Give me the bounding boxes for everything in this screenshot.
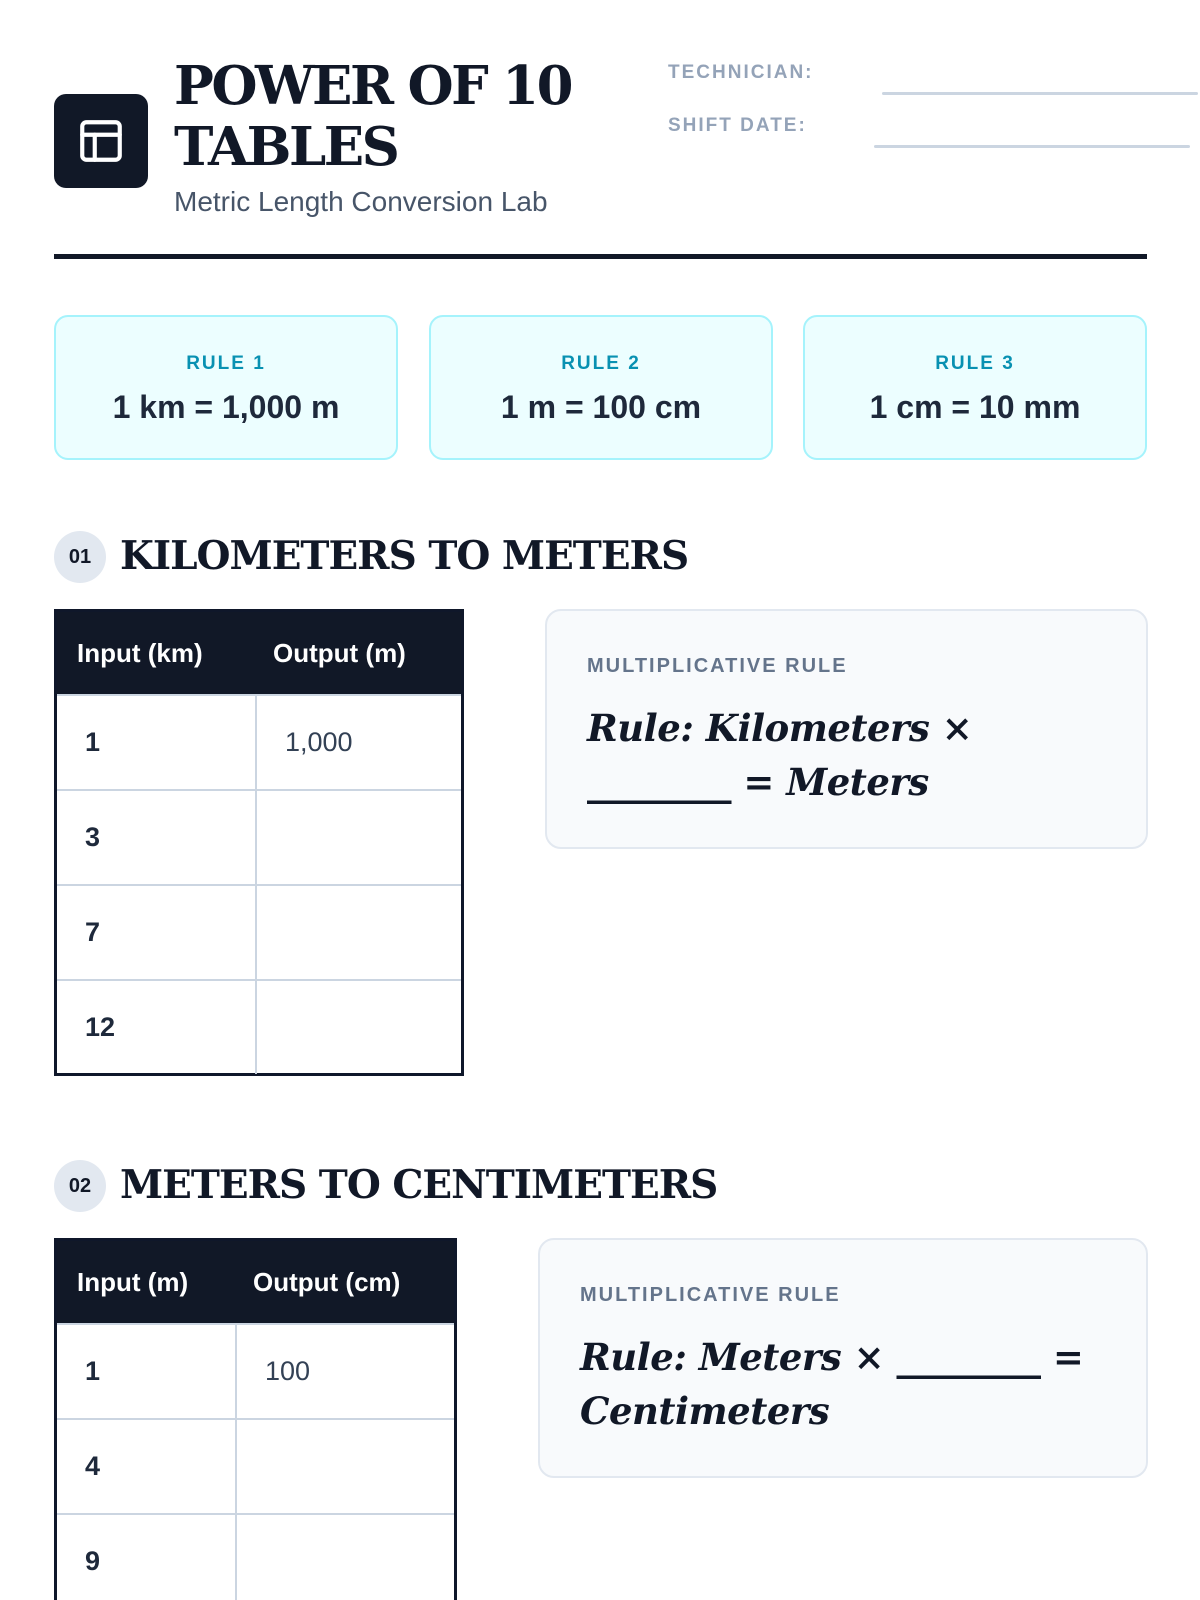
input-cell: 12	[85, 1012, 116, 1042]
conversion-table-m-to-cm	[54, 1238, 457, 1600]
input-column-header: Input (m)	[77, 1267, 189, 1297]
rule-card-3	[803, 315, 1147, 460]
rule-label: RULE 3	[935, 353, 1015, 374]
rule-value: 1 km = 1,000 m	[112, 389, 340, 425]
output-cell[interactable]	[235, 1515, 454, 1600]
multiplicative-rule-box-km-to-m	[545, 609, 1148, 849]
worksheet-header	[54, 40, 1147, 260]
input-cell: 4	[85, 1451, 101, 1481]
output-cell[interactable]	[255, 791, 461, 884]
table-row	[57, 979, 461, 1074]
input-cell: 7	[85, 917, 101, 947]
page-subtitle: Metric Length Conversion Lab	[174, 186, 548, 217]
table-row	[57, 694, 461, 789]
output-column-header: Output (cm)	[253, 1267, 401, 1297]
table-row	[57, 884, 461, 979]
table-header	[57, 1241, 454, 1323]
multiplicative-rule-box-m-to-cm	[538, 1238, 1148, 1478]
rule-label: RULE 1	[186, 353, 266, 374]
input-cell: 3	[85, 822, 101, 852]
rule-card-1	[54, 315, 398, 460]
rule-value: 1 cm = 10 mm	[869, 389, 1081, 425]
section-title: KILOMETERS TO METERS	[120, 533, 689, 579]
table-header	[57, 612, 461, 694]
input-cell: 9	[85, 1546, 101, 1576]
table-row	[57, 1418, 454, 1513]
logo	[54, 94, 148, 188]
input-cell: 1	[85, 1356, 101, 1386]
output-cell[interactable]	[255, 886, 461, 979]
section-number: 02	[54, 1160, 106, 1212]
technician-label: TECHNICIAN:	[668, 62, 814, 83]
output-cell[interactable]: 1,000	[255, 696, 461, 789]
section-title: METERS TO CENTIMETERS	[120, 1162, 718, 1208]
multiplicative-rule-text[interactable]: Rule: Meters × ________ = Centimeters	[580, 1335, 1084, 1433]
rule-card-2	[429, 315, 773, 460]
header-divider	[54, 254, 1147, 259]
multiplicative-rule-text[interactable]: Rule: Kilometers × ________ = Meters	[587, 706, 973, 804]
output-cell[interactable]	[255, 981, 461, 1074]
shift-date-label: SHIFT DATE:	[668, 115, 807, 136]
table-row	[57, 1513, 454, 1600]
multiplicative-rule-label: MULTIPLICATIVE RULE	[580, 1284, 841, 1306]
conversion-table-km-to-m	[54, 609, 464, 1076]
input-column-header: Input (km)	[77, 638, 203, 668]
shift-date-line[interactable]	[874, 145, 1190, 148]
section-number: 01	[54, 531, 106, 583]
rule-value: 1 m = 100 cm	[500, 389, 702, 425]
output-cell[interactable]: 100	[235, 1325, 454, 1418]
output-column-header: Output (m)	[273, 638, 406, 668]
multiplicative-rule-label: MULTIPLICATIVE RULE	[587, 655, 848, 677]
page-title: POWER OF 10 TABLES	[174, 55, 571, 178]
rule-label: RULE 2	[561, 353, 641, 374]
input-cell: 1	[85, 727, 101, 757]
table-icon	[76, 116, 126, 166]
table-row	[57, 1323, 454, 1418]
output-cell[interactable]	[235, 1420, 454, 1513]
table-row	[57, 789, 461, 884]
technician-line[interactable]	[882, 92, 1198, 95]
